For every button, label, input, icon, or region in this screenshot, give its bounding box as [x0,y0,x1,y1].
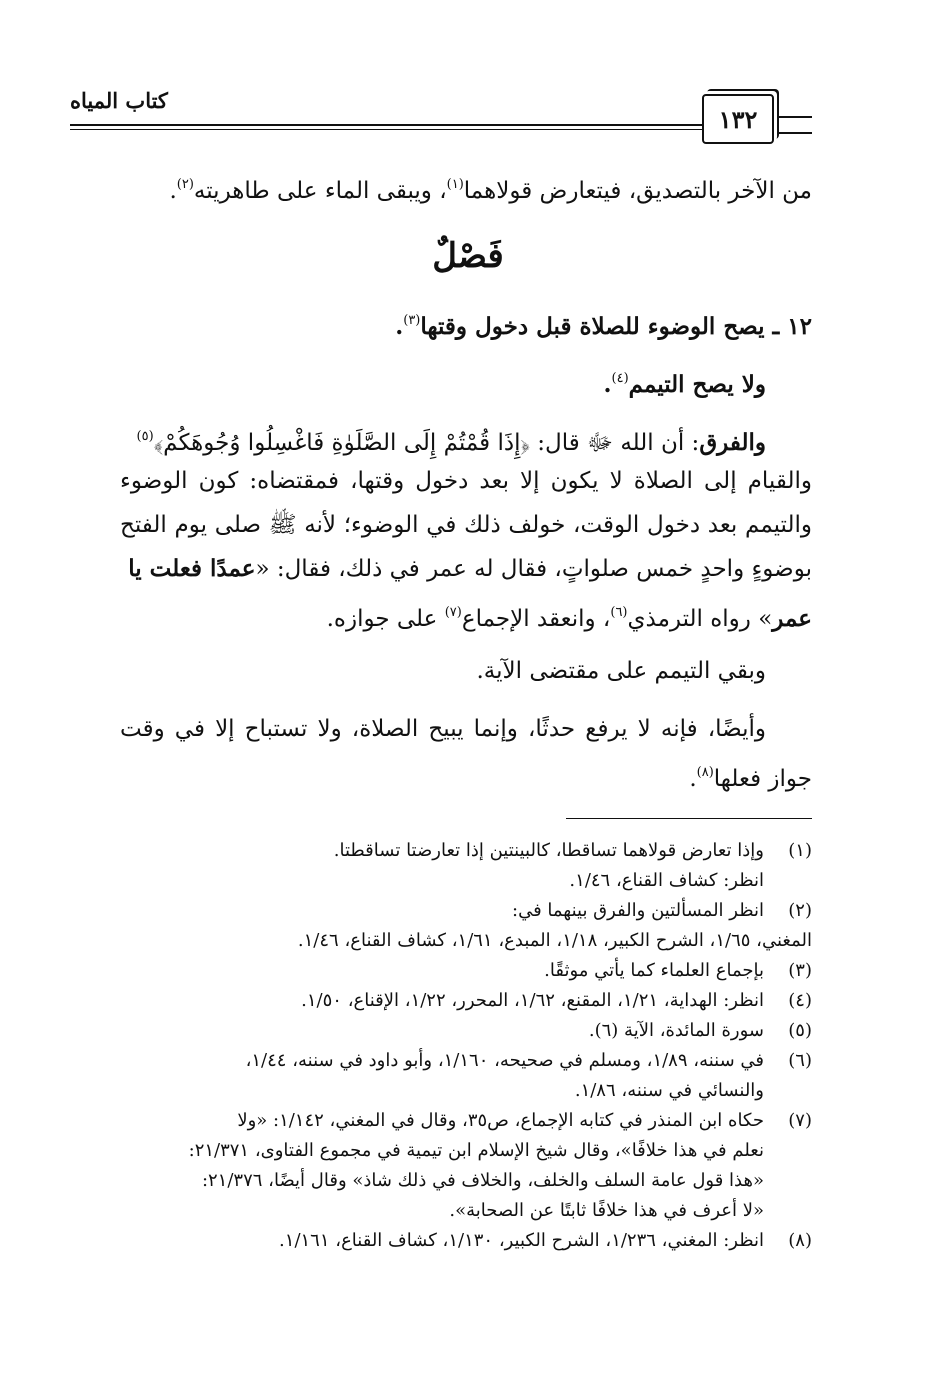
footnote: (٨) انظر: المغني، ١/٢٣٦، الشرح الكبير، ١/١٣٠، كشاف القناع، ١/١٦١. [279,1230,812,1251]
footnote-ref: (٥) [136,429,154,444]
section-heading: فَصْلٌ [432,236,504,276]
footnote: (٤) انظر: الهداية، ١/٢١، المقنع، ١/٦٢، المحرر، ١/٢٢، الإقناع، ١/٥٠. [301,990,812,1011]
footnote: (٥) سورة المائدة، الآية (٦). [588,1020,812,1041]
running-title: كتاب المياه [70,88,168,113]
header-ornament [778,116,812,134]
footnote: (٦) في سننه، ١/٨٩، ومسلم في صحيحه، ١/١٦٠، وأبو داود في سننه، ١/٤٤، والنسائي في سننه، ١/٨٦. [245,1050,812,1101]
footnote: (١) وإذا تعارض قولاهما تساقطا، كالبينتين إذا تعارضتا تساقطتا. انظر: كشاف القناع، ١/٤٦. [333,840,812,891]
footnote-ref: (٢) [176,177,194,192]
footnote: (٣) بإجماع العلماء كما يأتي موثقًا. [544,960,812,981]
rule-heading: ١٢ ـ يصح الوضوء للصلاة قبل دخول وقتها$^{(٣)}$. [395,313,812,340]
rule-number: ١٢ ـ [772,313,812,340]
text-line: بوضوءٍ واحدٍ خمس صلواتٍ، فقال له عمر في ذلك، فقال: «عمدًا فعلت يا [128,555,812,582]
footnotes [120,836,812,1256]
header-rule [70,124,812,126]
footnote-divider [566,818,812,819]
text-line: من الآخر بالتصديق، فيتعارض قولاهما$^{(١)}$، ويبقى الماء على طاهريته$^{(٢)}$. [169,177,812,204]
text-line: جواز فعلها$^{(٨)}$. [689,765,812,792]
text-line: والفرق: أن الله ﷻ قال: ﴿إِذَا قُمْتُمْ إِلَى الصَّلَوٰةِ فَاغْسِلُوا وُجُوهَكُمْ﴾$^{(٥)}$ [136,429,766,456]
footnote-ref: (٦) [610,605,628,620]
footnote-ref: (٤) [611,371,629,386]
footnote-ref: (٨) [696,765,714,780]
text-line: عمر» رواه الترمذي$^{(٦)}$، وانعقد الإجماع$^{(٧)}$ على جوازه. [326,605,812,632]
footnote-ref: (٧) [444,605,462,620]
header-rule-thin [70,129,812,130]
page-number: ١٣٢ [702,94,774,144]
rule-subheading: ولا يصح التيمم$^{(٤)}$. [603,371,766,398]
text-line: والقيام إلى الصلاة لا يكون إلا بعد دخول وقتها، فمقتضاه: كون الوضوء [120,468,812,494]
text-line: وأيضًا، فإنه لا يرفع حدثًا، وإنما يبيح الصلاة، ولا تستباح إلا في وقت [120,716,766,742]
footnote: (٢) انظر المسألتين والفرق بينهما في: [512,900,812,921]
footnote-ref: (١) [446,177,464,192]
farq-label: والفرق [699,429,766,456]
text-line: وبقي التيمم على مقتضى الآية. [476,658,766,684]
text-line: والتيمم بعد دخول الوقت، خولف ذلك في الوضوء؛ لأنه ﷺ صلى يوم الفتح [120,512,812,538]
footnote-ref: (٣) [403,313,421,328]
page-header [70,78,812,148]
footnote-continuation: المغني، ١/٦٥، الشرح الكبير، ١/١٨، المبدع، ١/٦١، كشاف القناع، ١/٤٦. [297,930,812,951]
footnote: (٧) حكاه ابن المنذر في كتابه الإجماع، ص٣٥، وقال في المغني، ١/١٤٢: «ولا نعلم في هذا خلافًا»، وقال شيخ الإسلام ابن تيمية في مجموع الفتاوى، ٢١/٣٧١: «هذا قول عامة السلف والخلف، والخلاف في ذلك شاذ» وقال أيضًا، ٢١/٣٧٦: «لا أعرف في هذا خلافًا ثابتًا عن الصحابة». [188,1110,812,1221]
